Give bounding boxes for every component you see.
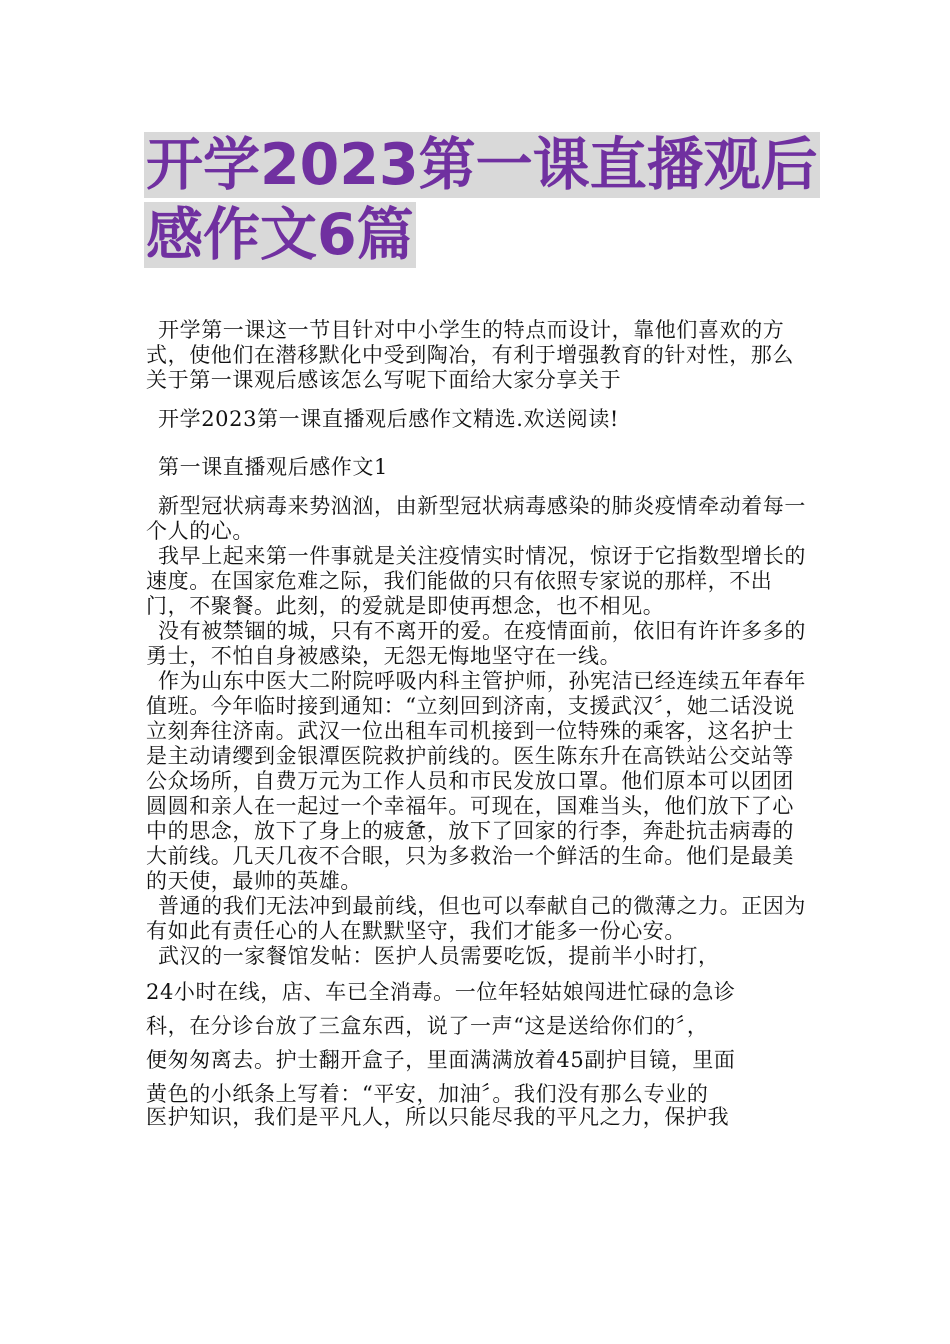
section-heading: 第一课直播观后感作文1 xyxy=(158,455,388,479)
paragraph-5: 普通的我们无法冲到最前线，但也可以奉献自己的微薄之力。正因为有如此有责任心的人在默默坚守，我们才能多一份心安。 xyxy=(146,894,806,943)
intro-paragraph-end: 开学2023第一课直播观后感作文精选.欢送阅读! xyxy=(158,407,619,431)
paragraph-4: 作为山东中医大二附院呼吸内科主管护师，孙宪洁已经连续五年春年值班。今年临时接到通知：“立刻回到济南，支援武汉〞，她二话没说立刻奔往济南。武汉一位出租车司机接到一位特殊的乘客，这名护士是主动请缨到金银潭医院救护前线的。医生陈东升在高铁站公交站等公众场所，自费万元为工作人员和市民发放口罩。他们原本可以团团圆圆和亲人在一起过一个幸福年。可现在，国难当头，他们放下了心中的思念，放下了身上的疲惫，放下了回家的行李，奔赴抗击病毒的大前线。几天几夜不合眼，只为多救治一个鲜活的生命。他们是最美的天使，最帅的英雄。 xyxy=(146,669,806,893)
paragraph-6-continued xyxy=(146,975,811,1111)
paragraph-6: 武汉的一家餐馆发帖：医护人员需要吃饭，提前半小时打， xyxy=(158,944,720,968)
paragraph-1: 新型冠状病毒来势汹汹，由新型冠状病毒感染的肺炎疫情牵动着每一个人的心。 xyxy=(146,494,806,543)
paragraph-2: 我早上起来第一件事就是关注疫情实时情况，惊讶于它指数型增长的速度。在国家危难之际，我们能做的只有依照专家说的那样，不出门，不聚餐。此刻，的爱就是即使再想念，也不相见。 xyxy=(146,544,806,618)
document-body xyxy=(146,318,811,1130)
paragraph-3: 没有被禁锢的城，只有不离开的爱。在疫情面前，依旧有许许多多的勇士，不怕自身被感染，无怨无悔地坚守在一线。 xyxy=(146,619,806,668)
document-title xyxy=(144,132,824,272)
paragraph-line: 科，在分诊台放了三盒东西，说了一声“这是送给你们的〞， xyxy=(146,1014,709,1038)
title-line-1: 开学2023第一课直播观后 xyxy=(146,132,818,198)
paragraph-line: 黄色的小纸条上写着：“平安，加油〞。我们没有那么专业的 xyxy=(146,1082,709,1106)
title-line-2: 感作文6篇 xyxy=(146,202,414,268)
paragraph-line: 24小时在线，店、车已全消毒。一位年轻姑娘闯进忙碌的急诊 xyxy=(146,980,736,1004)
paragraph-line: 便匆匆离去。护士翻开盒子，里面满满放着45副护目镜，里面 xyxy=(146,1048,736,1072)
paragraph-line-last: 医护知识，我们是平凡人，所以只能尽我的平凡之力，保护我 xyxy=(146,1105,730,1129)
intro-paragraph: 开学第一课这一节目针对中小学生的特点而设计，靠他们喜欢的方式，使他们在潜移默化中受到陶冶，有利于增强教育的针对性，那么关于第一课观后感该怎么写呢下面给大家分享关于 xyxy=(146,318,794,392)
